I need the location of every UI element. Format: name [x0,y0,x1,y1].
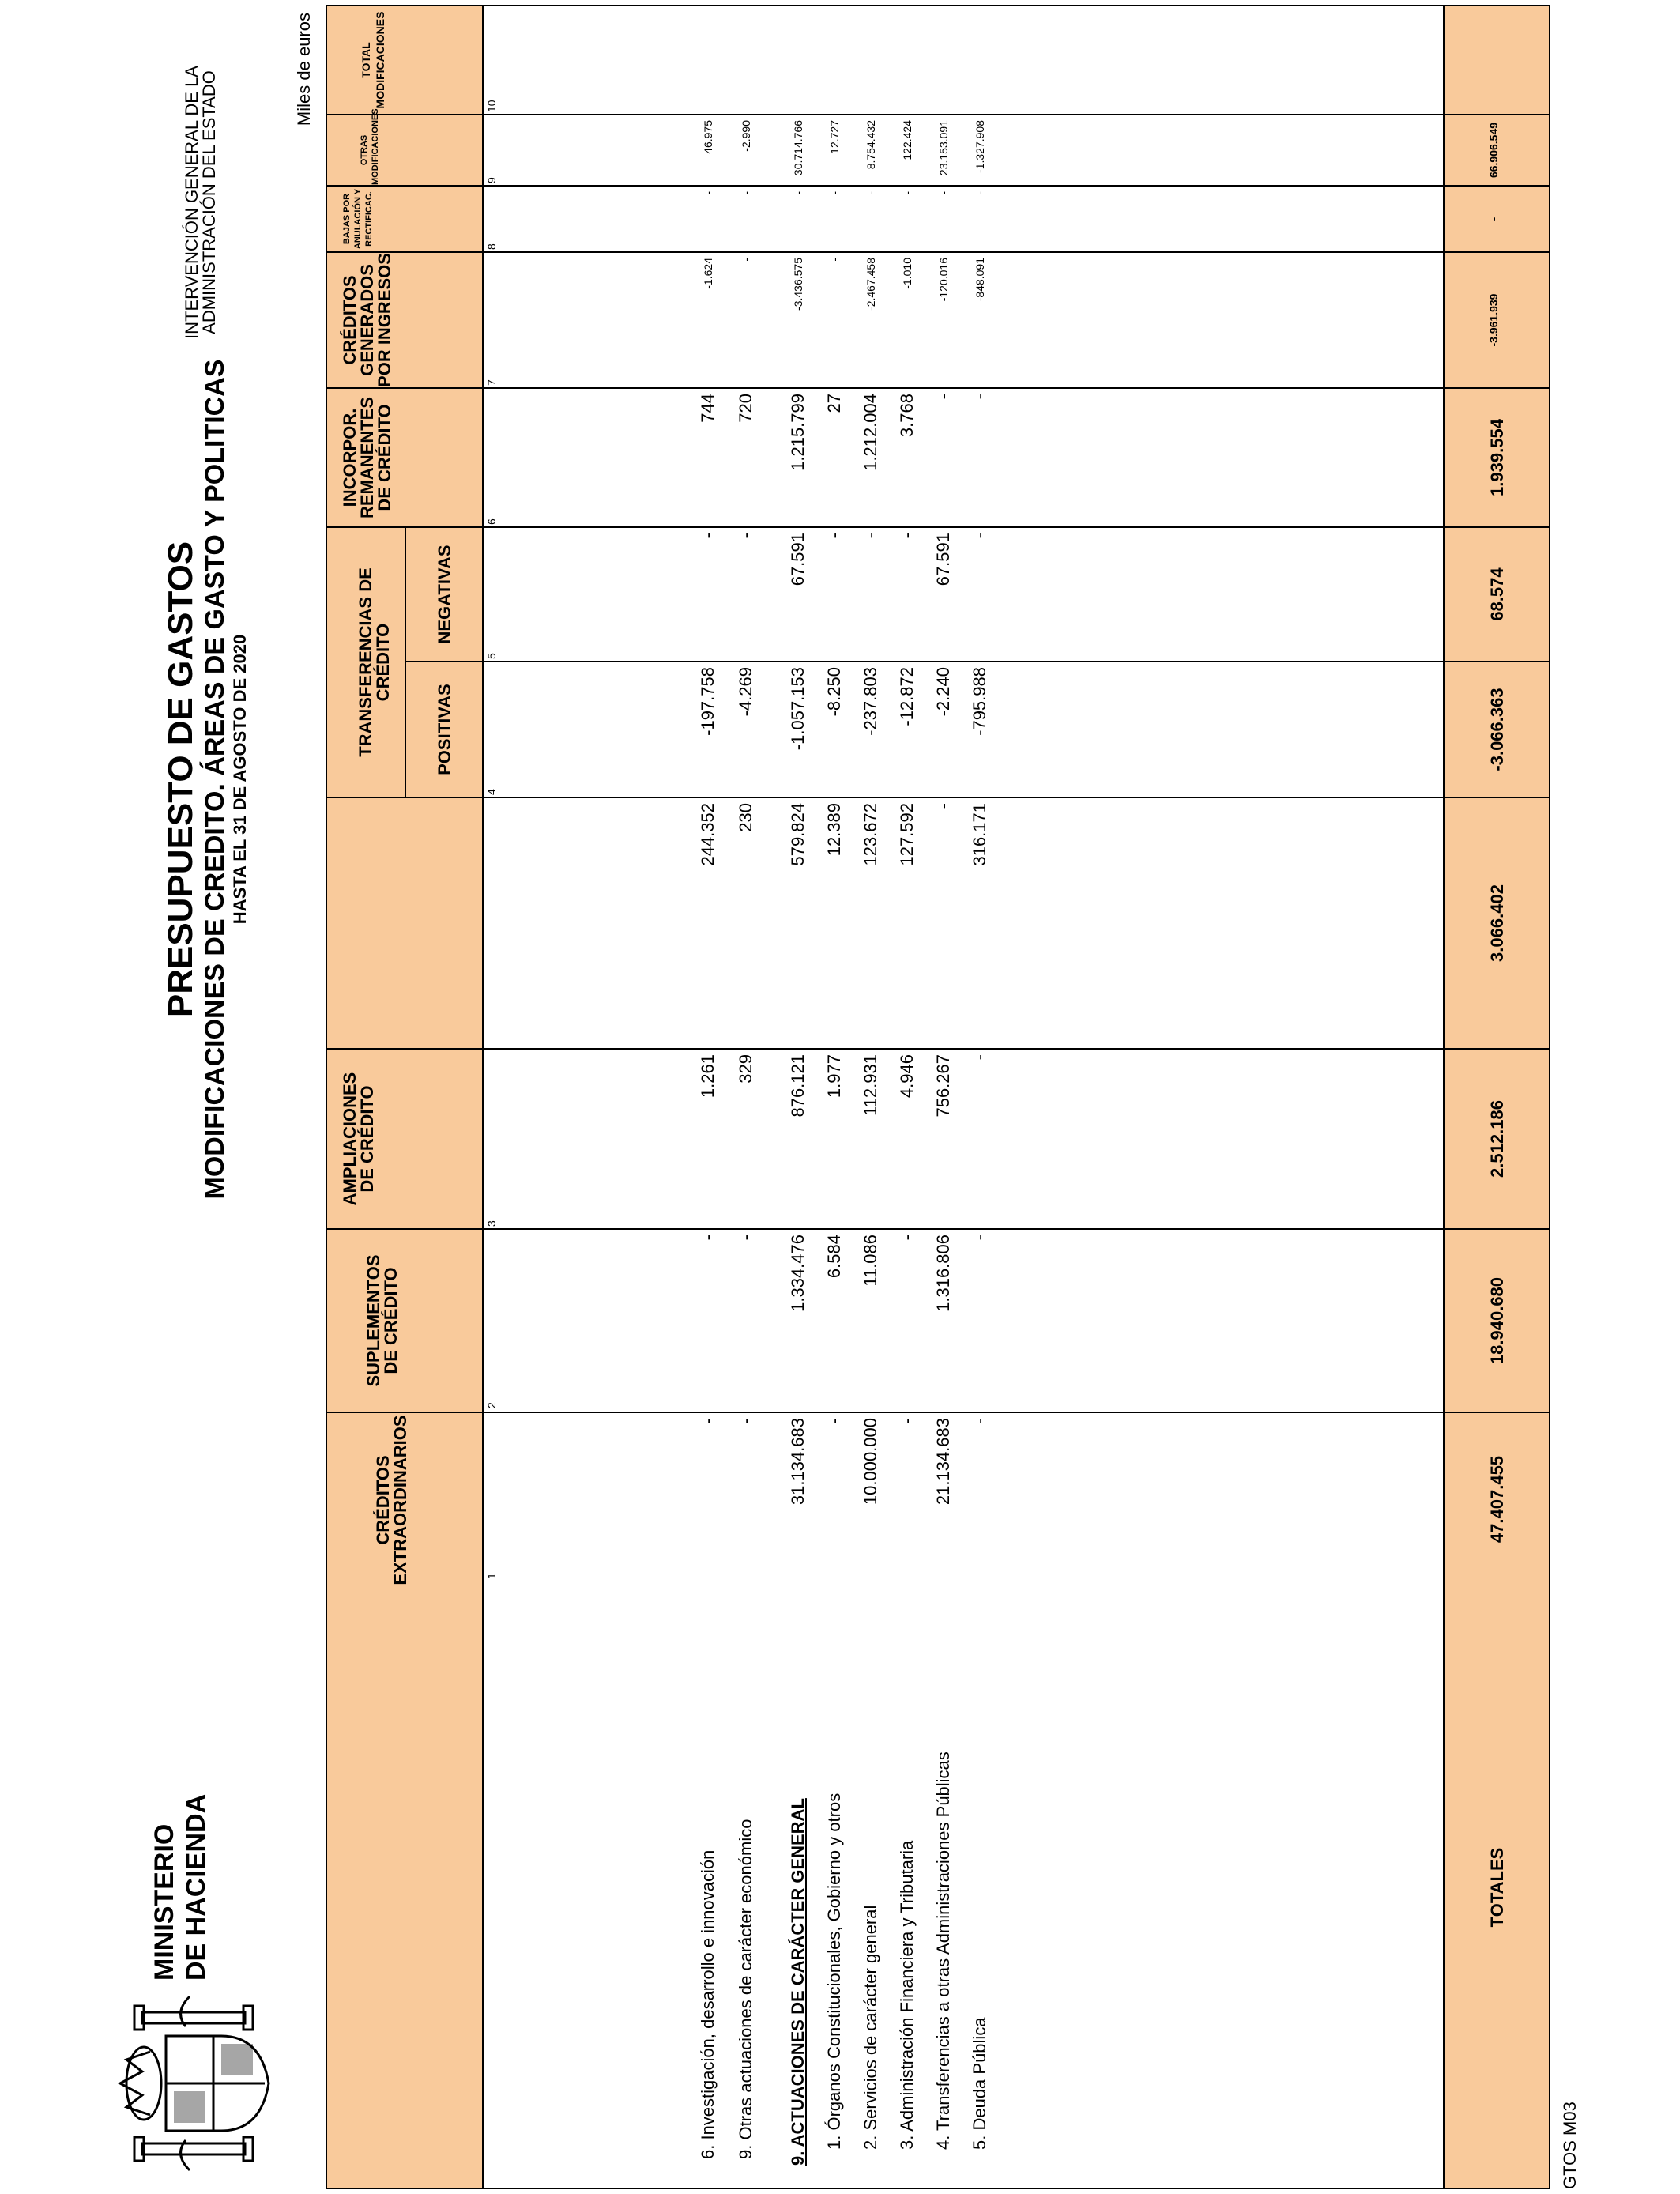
totals-cell: 1.939.554 [1487,419,1507,496]
transfer-subheader-divider [405,528,406,798]
table-cell: - [864,191,877,195]
col-line-4 [327,797,1549,798]
table-cell: 1.316.806 [933,1235,953,1312]
table-cell: 1.212.004 [861,394,880,471]
table-cell: 31.134.683 [788,1418,808,1506]
table-cell: 12.389 [824,803,844,857]
table-cell: - [897,1235,917,1241]
table-cell: 579.824 [788,803,808,866]
table-cell: - [828,258,841,262]
col-header-3-line-1: AMPLIACIONES [340,1072,360,1206]
totals-cell: 47.407.455 [1487,1455,1507,1544]
modifications-table [326,5,1550,2189]
report-date: HASTA EL 31 DE AGOSTO DE 2020 [230,634,250,925]
table-cell: - [861,533,880,539]
col-header-transfer-line-2: CRÉDITO [373,623,393,702]
table-cell: -12.872 [897,667,917,726]
table-cell: - [740,258,752,262]
col-header-1-line-2: EXTRAORDINARIOS [390,1415,410,1585]
col-header-10-line-1: TOTAL [360,42,372,78]
totals-cell: 18.940.680 [1487,1276,1507,1365]
totals-cell: 2.512.186 [1487,1100,1507,1178]
col-line-8 [327,251,1549,253]
table-cell: - [736,1235,755,1241]
col-header-transferencias [357,528,392,797]
totals-cell: 66.906.549 [1487,122,1500,179]
table-cell: 122.424 [901,120,913,160]
totals-cell: -3.066.363 [1487,688,1507,771]
table-cell: - [933,803,953,809]
table-cell: -2.990 [740,120,752,152]
col-line-5 [405,661,1549,662]
table-cell: - [970,394,989,400]
table-cell: 67.591 [933,533,953,586]
col-line-6 [327,526,1549,528]
col-line-9 [327,185,1549,187]
col-number-10: 10 [485,100,498,112]
col-number-1: 1 [485,1573,498,1579]
totals-cell: 3.066.402 [1487,884,1507,962]
table-cell: 10.000.000 [861,1418,880,1506]
table-cell: 1.334.476 [788,1235,808,1312]
table-cell: -1.327.908 [974,120,986,173]
table-cell: 127.592 [897,803,917,866]
col-header-negativas: NEGATIVAS [435,545,454,644]
totals-label: TOTALES [1487,1847,1507,1928]
col-line-2 [327,1228,1549,1230]
table-cell: 1.215.799 [788,394,808,471]
col-number-8: 8 [485,243,498,250]
row-label: 5. Deuda Pública [970,2017,989,2150]
table-cell: 876.121 [788,1054,808,1118]
row-label: 2. Servicios de carácter general [861,1905,880,2150]
table-cell: - [698,1235,718,1241]
table-cell: 12.727 [828,120,841,154]
intervencion-line-1: INTERVENCIÓN GENERAL DE LA [182,66,202,339]
col-header-1-line-1: CRÉDITOS [373,1455,393,1545]
col-header-2-line-1: SUPLEMENTOS [363,1254,383,1387]
table-cell: - [897,1418,917,1424]
table-cell: - [901,191,913,195]
coat-of-arms-logo [111,1989,277,2178]
col-number-7: 7 [485,379,498,386]
table-cell: - [970,1054,989,1061]
intervencion-general [183,21,218,384]
col-header-incorporaciones [341,389,394,526]
col-number-4: 4 [485,789,498,795]
col-header-8-line-3: RECTIFICAC. [364,191,374,247]
ministry-line-2: DE HACIENDA [181,1793,211,1981]
col-header-generados [341,253,394,387]
col-header-bajas [341,187,375,251]
table-cell: - [937,191,950,195]
table-cell: - [736,533,755,539]
row-label: 4. Transferencias a otras Administraciones Públicas [933,1751,953,2150]
table-cell: -1.010 [901,258,913,289]
table-cell: 11.086 [861,1235,880,1287]
row-label: 6. Investigación, desarrollo e innovación [698,1849,718,2159]
table-cell: 1.261 [698,1054,718,1099]
table-cell: 3.768 [897,394,917,438]
col-header-positivas: POSITIVAS [435,684,454,775]
col-header-ampliaciones [341,1050,376,1228]
table-cell: -197.758 [698,667,718,736]
col-header-2-line-2: DE CRÉDITO [381,1267,401,1374]
col-header-6-line-3: DE CRÉDITO [375,404,394,511]
col-header-10-line-2: MODIFICACIONES [374,11,386,109]
report-subtitle: MODIFICACIONES DE CREDITO. ÁREAS DE GASTO Y POLITICAS [200,359,230,1200]
col-header-6-line-2: REMANENTES [357,397,377,519]
totals-cell: - [1487,217,1500,221]
table-cell: -237.803 [861,667,880,736]
col-header-suplementos [365,1230,400,1412]
table-cell: 23.153.091 [937,120,950,176]
ministry-name [149,1794,212,1981]
col-line-10 [327,114,1549,115]
col-header-7-line-2: GENERADOS [357,264,377,376]
table-cell: 6.584 [824,1235,844,1279]
table-cell: -120.016 [937,258,950,302]
table-cell: - [824,533,844,539]
totals-cell: 68.574 [1487,567,1507,621]
report-titles [162,345,250,1214]
table-cell: 8.754.432 [864,120,877,170]
table-cell: - [974,191,986,195]
col-header-7-line-1: CRÉDITOS [340,275,360,365]
table-cell: -2.240 [933,667,953,717]
totals-divider [1443,6,1445,2188]
table-cell: - [698,1418,718,1424]
col-header-total [359,6,387,114]
table-cell: -795.988 [970,667,989,736]
col-header-9-line-1: OTRAS [360,134,369,166]
col-header-creditos-extraordinarios [375,1413,409,1587]
table-cell: 67.591 [788,533,808,586]
table-cell: 46.975 [702,120,714,154]
col-header-otras [359,108,381,185]
col-header-8-line-2: ANULACIÓN Y [353,188,363,250]
table-cell: 329 [736,1054,755,1084]
units-label: Miles de euros [294,13,314,126]
col-number-2: 2 [485,1402,498,1408]
col-header-7-line-3: POR INGRESOS [375,253,394,387]
col-header-8-line-1: BAJAS POR [342,193,352,245]
col-header-transfer-line-1: TRANSFERENCIAS DE [356,567,375,757]
table-cell: -3.436.575 [792,258,804,311]
table-cell: -1.624 [702,258,714,289]
table-cell: 30.714.766 [792,120,804,176]
table-cell: 316.171 [970,803,989,866]
table-cell: - [828,191,841,195]
table-cell: - [740,191,752,195]
col-line-3 [327,1048,1549,1050]
table-cell: - [970,1235,989,1241]
table-cell: - [970,533,989,539]
row-label: 9. ACTUACIONES DE CARÁCTER GENERAL [788,1798,808,2166]
col-number-5: 5 [485,653,498,659]
table-cell: - [933,394,953,400]
col-header-6-line-1: INCORPOR. [340,408,360,507]
table-cell: 21.134.683 [933,1418,953,1506]
col-number-9: 9 [485,177,498,183]
table-cell: -1.057.153 [788,667,808,751]
row-label: 1. Órganos Constitucionales, Gobierno y otros [824,1793,844,2150]
table-cell: - [792,191,804,195]
intervencion-line-2: ADMINISTRACIÓN DEL ESTADO [199,70,219,334]
table-cell: 4.946 [897,1054,917,1099]
table-cell: 123.672 [861,803,880,866]
table-cell: - [824,1418,844,1424]
table-cell: - [970,1418,989,1424]
table-cell: - [698,533,718,539]
table-cell: - [702,191,714,195]
col-number-3: 3 [485,1220,498,1227]
report-title: PRESUPUESTO DE GASTOS [161,541,200,1018]
table-cell: -8.250 [824,667,844,717]
table-cell: 27 [824,394,844,413]
table-cell: 244.352 [698,803,718,866]
table-cell: 112.931 [861,1054,880,1116]
header-divider [482,6,484,2188]
col-line-7 [327,387,1549,389]
form-code: GTOS M03 [1560,2102,1580,2189]
table-cell: 744 [698,394,718,423]
table-cell: - [897,533,917,539]
table-cell: -2.467.458 [864,258,877,311]
table-cell: -848.091 [974,258,986,302]
col-header-9-line-2: MODIFICACIONES [371,108,380,185]
row-label: 3. Administración Financiera y Tributaria [897,1840,917,2150]
table-cell: -4.269 [736,667,755,717]
ministry-line-1: MINISTERIO [149,1823,179,1981]
table-cell: - [736,1418,755,1424]
col-header-3-line-2: DE CRÉDITO [357,1085,377,1193]
col-line-1 [327,1412,1549,1413]
row-label: 9. Otras actuaciones de carácter económico [736,1819,755,2159]
table-cell: 1.977 [824,1054,844,1099]
table-cell: 756.267 [933,1054,953,1118]
totals-cell: -3.961.939 [1487,293,1500,347]
col-number-6: 6 [485,518,498,525]
table-cell: 230 [736,803,755,832]
table-cell: 720 [736,394,755,423]
